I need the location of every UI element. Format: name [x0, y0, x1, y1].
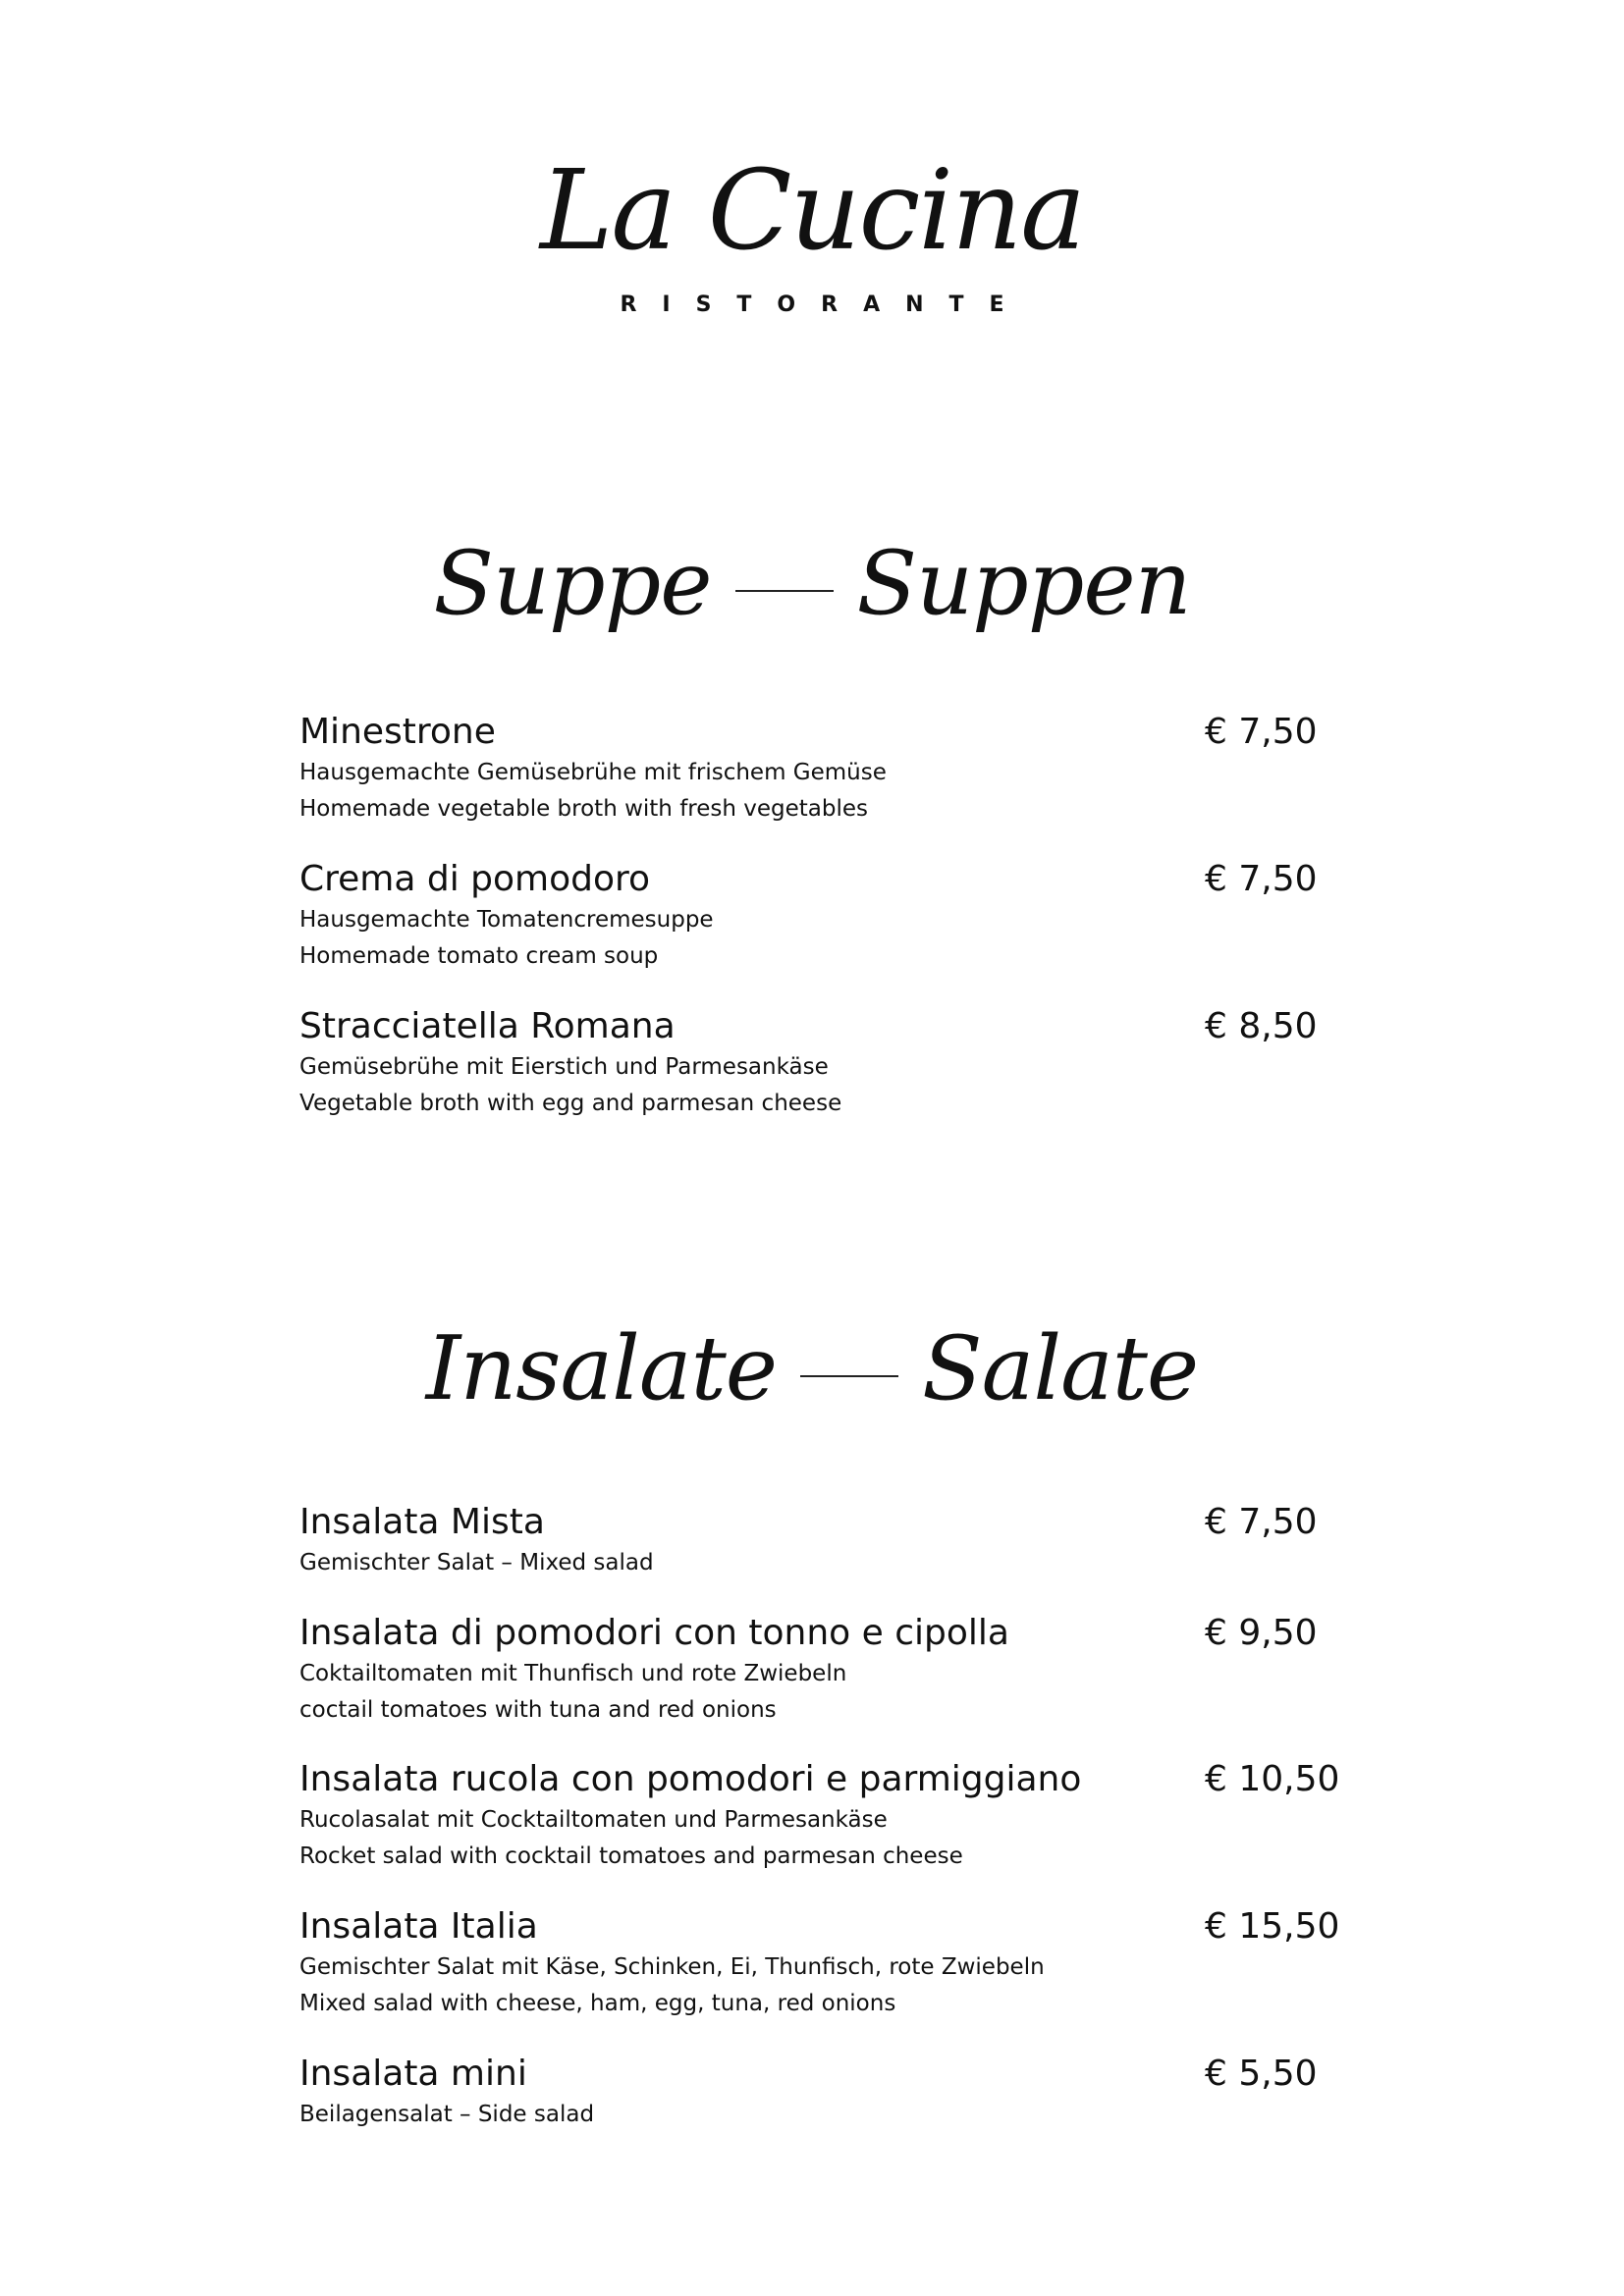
item-description: Beilagensalat – Side salad: [299, 2102, 595, 2127]
title-divider-dash: [800, 1375, 898, 1377]
item-description-en: Vegetable broth with egg and parmesan cheese: [299, 1091, 842, 1116]
item-price: € 7,50: [1205, 859, 1318, 899]
item-price: € 7,50: [1205, 1502, 1318, 1542]
logo-script-text: La Cucina: [539, 147, 1085, 275]
item-price: € 8,50: [1205, 1006, 1318, 1046]
section-title-salads: [0, 1315, 1624, 1423]
restaurant-logo: [0, 147, 1624, 317]
menu-item: [299, 1502, 1321, 1581]
item-description-de: Hausgemachte Gemüsebrühe mit frischem Gemüse: [299, 760, 887, 785]
item-description-en: Homemade vegetable broth with fresh vegetables: [299, 796, 869, 822]
menu-item: [299, 712, 1321, 828]
item-description-en: Homemade tomato cream soup: [299, 943, 659, 969]
section-title-left: Insalate: [425, 1317, 778, 1420]
item-price: € 5,50: [1205, 2054, 1318, 2094]
section-title-right: Salate: [922, 1317, 1199, 1420]
section-title-left: Suppe: [433, 532, 712, 635]
item-description-de: Gemischter Salat mit Käse, Schinken, Ei, Thunfisch, rote Zwiebeln: [299, 1954, 1045, 1980]
item-price: € 9,50: [1205, 1613, 1318, 1653]
title-divider-dash: [735, 590, 834, 592]
item-name: Insalata rucola con pomodori e parmiggiano: [299, 1759, 1082, 1799]
item-price: € 7,50: [1205, 712, 1318, 752]
menu-item: [299, 1759, 1340, 1875]
section-title-right: Suppen: [856, 532, 1191, 635]
menu-item: [299, 1613, 1321, 1729]
item-description-en: Rocket salad with cocktail tomatoes and parmesan cheese: [299, 1843, 963, 1869]
item-description-de: Rucolasalat mit Cocktailtomaten und Parmesankäse: [299, 1807, 888, 1833]
item-name: Insalata Mista: [299, 1502, 545, 1542]
logo-subtitle: RISTORANTE: [620, 293, 1030, 317]
item-price: € 15,50: [1205, 1906, 1340, 1947]
menu-item: [299, 859, 1321, 975]
item-description-en: Mixed salad with cheese, ham, egg, tuna, red onions: [299, 1991, 896, 2016]
item-name: Insalata di pomodori con tonno e cipolla: [299, 1613, 1009, 1653]
menu-item: [299, 1906, 1340, 2022]
section-title-soups: [0, 530, 1624, 638]
item-name: Insalata Italia: [299, 1906, 538, 1947]
menu-item: [299, 1006, 1321, 1122]
item-name: Crema di pomodoro: [299, 859, 651, 899]
item-description-de: Hausgemachte Tomatencremesuppe: [299, 907, 714, 933]
menu-item: [299, 2054, 1321, 2133]
item-description-de: Gemüsebrühe mit Eierstich und Parmesankäse: [299, 1054, 829, 1080]
item-description-de: Coktailtomaten mit Thunfisch und rote Zwiebeln: [299, 1661, 847, 1686]
item-price: € 10,50: [1205, 1759, 1340, 1799]
item-description: Gemischter Salat – Mixed salad: [299, 1550, 654, 1575]
item-name: Stracciatella Romana: [299, 1006, 676, 1046]
item-name: Minestrone: [299, 712, 496, 752]
item-description-en: coctail tomatoes with tuna and red onions: [299, 1697, 777, 1723]
item-name: Insalata mini: [299, 2054, 527, 2094]
